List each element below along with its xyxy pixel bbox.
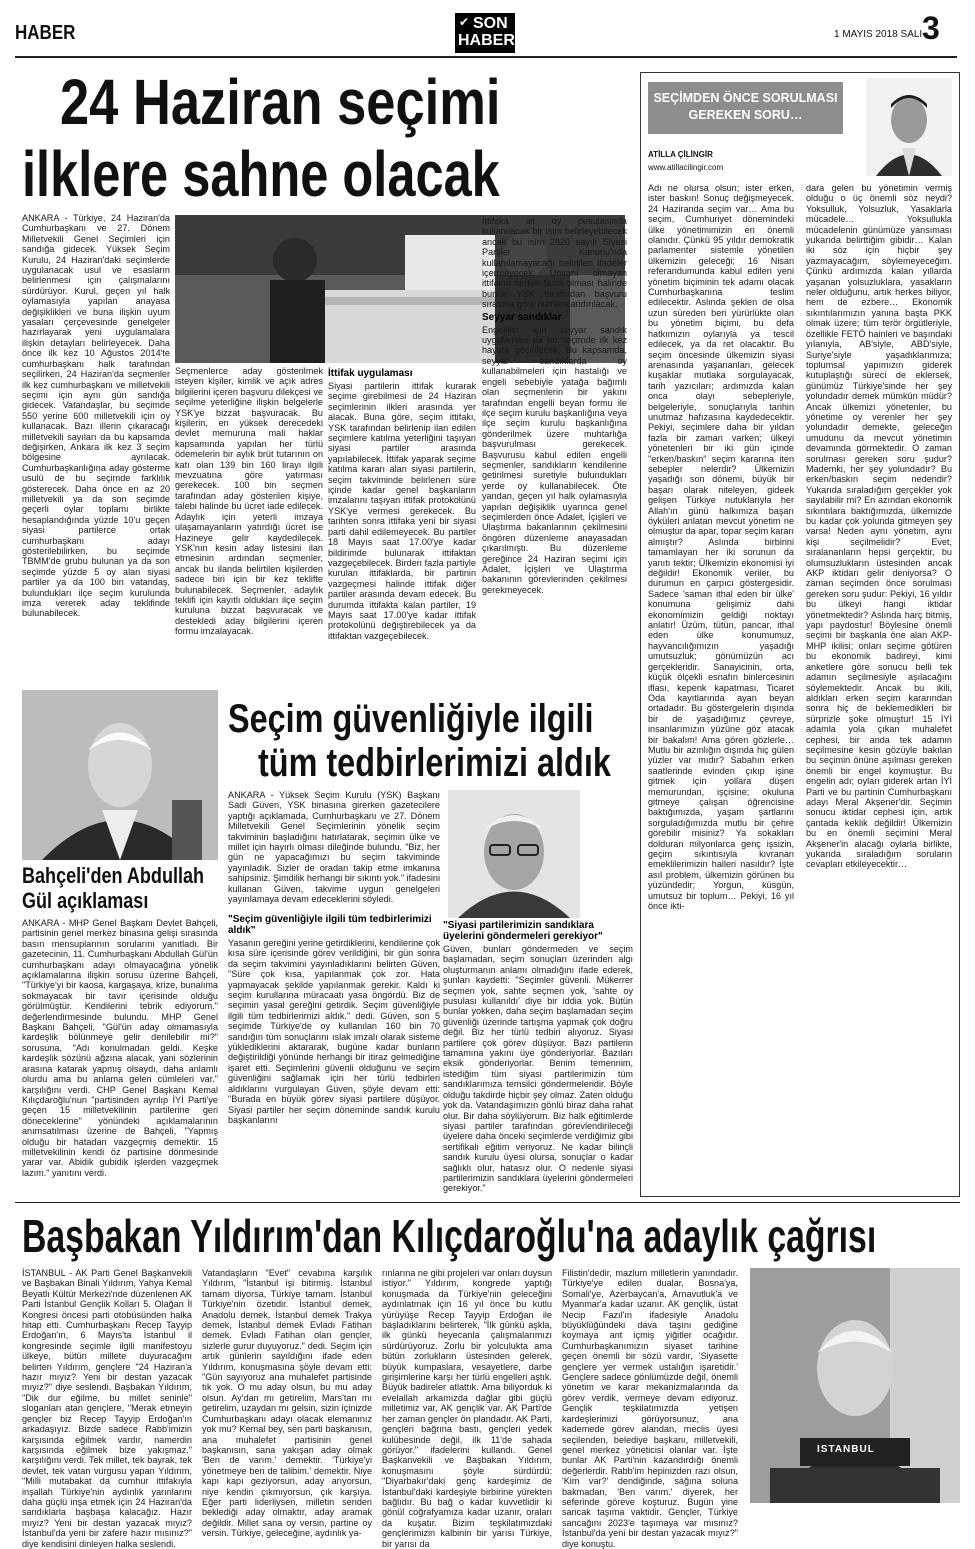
column-text-2: dara gelen bu yönetimin vermiş olduğu o üç önemli söz neydi? Yoksulluk, Yolsuzluk, Yasaklarla mücadele… Yoksullukla mücadelenin günümüze yansıması yukarıda belirttiğim gibidir… Kalan iki söz için hiçbir şey yazmayacağım, söylemeyeceğim. Çünkü ardımızda kalan yıllarda yaşanan yolsuzluklara, yasakların neler olduğunu, artık herkes biliyor, hem de ezbere… Ekonomik sıkıntılarımızın yanına başta PKK olmak üzere; tüm terör örgütleriyle, özellikle FETÖ hainleri ve başındaki yılanıyla, AB'siyle, ABD'siyle, Suriye'siyle yaşadıklarımıza; toplumsal yapımızın giderek kutuplaştığı süreci de eklersek, günümüz Türkiye'sinde her şey yolundadır demek mümkün müdür? Ancak ülkemizi yönetenler, bu yönetime oy verenler her şey yolundadır demekte, geleceğin umudunu da mevcut yönetimin devamında görmektedir. O zaman sorulması gereken soru şudur? Mademki, her şey yolundadır? Bu erken/baskın seçim nedendir? Yukarıda sıraladığım gerçekler yok sayılabilir mi? En azından ekonomik sıkıntılara baktığımızda, ülkemizde bu kadar çok yolunda gitmeyen şey varsa! Neden aynı yönetim, aynı kişi seçilmelidir? Evet, sıralananların hepsi gerçektir, bu olumsuzlukların üstesinden ancak AKP iktidarı gelir deniyorsa? O zaman seçimden önce sorulması gereken soru şudur: Pekiyi, 16 yıldır bu ülkeyi hangi iktidar yönetmektedir? Aslında harç bitmiş, yapı paydostur! Böylesine önemli seçimi bir başkanla öne alan AKP-MHP ikilisi; onları seçime götüren bu ekonomik badireyi, kimi anketlere göre sonucu belli tek adamın seçilmesiyle aşılacağını söylemektedir. Ancak bu ikili, aldıkları erken seçim kararından sonra hiç de beklemedikleri bir sürprizle şoke olmuştur! 15 İYİ adamla yola çıkan muhalefet cephesi, bir anda tek adamın seçilmesine kesin gözüyle bakılan bu seçimin önüne aşılması gereken önemli bir engel koymuştur. Bu engelin adı; oyları giderek artan İYİ Parti ve bu partinin Cumhurbaşkanı adayı Meral Akşener'dir. Seçimin sonucu iktidar cephesi için, artık çantada keklik değildir! Ülkemizin bu en önemli seçimini Meral Akşener'in alacağı oylarla birlikte, yukarıda sıraladığım soruların cevapları etkileyecektir… <box>806 183 952 870</box>
column-title-line2: GEREKEN SORU… <box>688 108 803 122</box>
story1-headline-line1: 24 Haziran seçimi <box>60 66 501 138</box>
yildirim-photo <box>750 1268 960 1503</box>
photo-banner-text: ISTANBUL <box>817 1444 875 1455</box>
story2-column-1-lead: ANKARA - Yüksek Seçim Kurulu (YSK) Başkanı Sadi Güven, YSK binasına girerken gazetecilere yaptığı açıklamada, Cumhurbaşkanı ve 27. Dönem Milletvekili Genel Seçimlerinin yönelik seçim takviminin başladığını hatırlatarak, seçimin ülke ve millet için hayırlı olması dileğinde bulundu. "Biz, her gün ne yapacağımızı bu seçim takviminde yayınladık. Sizler de oradan takip etme imkanına sahipsiniz. Şimdilik herhangi bir sıkıntı yok." ifadesini kullanan Güven, takvime uygun genelgeleri yayınlamaya devam edeceklerini söyledi. <box>228 790 440 905</box>
story1-column-4: İttifaka ait oy pusulasında kullanılacak bir isim belirleyebilecek ancak bu isim 2820 sayılı Siyasi Partiler Kanunu'nda kullanılamayacağı belirtilen ifadeler içermeyecek. Unvanı olmayan ittifakın birden fazla olması halinde bunlar YSK tarafından başvuru sırasına göre numaralandırılacak. <box>482 216 627 310</box>
bird-icon: ✔ <box>459 15 470 29</box>
columnist-url[interactable]: www.atillacilingir.com <box>648 163 724 172</box>
ysk-president-photo <box>448 790 580 918</box>
logo[interactable] <box>455 13 515 53</box>
bahceli-portrait-image <box>22 690 218 860</box>
story2-subhead-1: "Seçim güvenliğiyle ilgili tüm tedbirlerimizi aldık" <box>228 914 432 936</box>
story3-headline-line2: Gül açıklaması <box>22 888 149 913</box>
logo-bottom-text: HABER <box>458 32 515 49</box>
story1-headline-line2: ilklere sahne olacak <box>22 138 500 210</box>
story4-column-1: İSTANBUL - AK Parti Genel Başkanvekili ve Başbakan Binali Yıldırım, Yahya Kemal Beyatlı Kültür Merkezi'nde düzenlenen AK Parti İstanbul Gençlik Kolları 5. Olağan İl Kongresi öncesi parti otobüsünden halka hitap etti. Cumhurbaşkanı Recep Tayyip Erdoğan'ın, 6 Mayıs'ta İstanbul il kongresinde seçimle ilgili manifestoyu ülkeye, bütün millete duyuracağını belirten Yıldırım, gençlere "24 Haziran'a hazır mıyız? Yeni bir destan yazacak mıyız?" diye seslendi. Başbakan Yıldırım, "Dik dur eğilme, bu millet seninle" sloganları atan gençlere, "Merak etmeyin gençler biz Recep Tayyip Erdoğan'ın arkadaşıyız. Bizde sadece Rabb'imizin karşısında eğilmek vardır, namerdin karşısında eğilmek bize yakışmaz." karşılığını verdi. Tek millet, tek bayrak, tek devlet, tek vatan vurgusu yapan Yıldırım, "Milli mutabakat da cumhur ittifakıyla inşallah Türkiye'nin aydınlık yarınlarını daha güçlü inşa etmek için 24 Haziran'da sandıklarla başbaşa kalacağız. Hazır mıyız? Yeni bir destan yazacak mıyız? İstanbul'da yeni bir zafere hazır mısınız?" diye kendisini dinleyen halka seslendi. <box>22 1268 192 1549</box>
story1-column-1: ANKARA - Türkiye, 24 Haziran'da Cumhurbaşkanı ve 27. Dönem Milletvekili Genel Seçimleri için sandığa gidecek. Yüksek Seçim Kurulu, 24 Haziran'daki seçimlerde uygulanacak usul ve esasların belirlenmesi için çalışmalarını sürdürüyor. Kurul, geçen yıl halk oylamasıyla yapılan anayasa değişiklikleri ve buna ilişkin uyum yasaları çerçevesinde genelgeler hazırlayarak yeni uygulamalara ilişkin detayları belirleyecek. Daha önce ilk kez 10 Ağustos 2014'te cumhurbaşkanı halk tarafından seçilirken, 24 Haziran'da seçmenler ilk kez cumhurbaşkanı ve milletvekili seçimi için aynı gün sandığa gidecek. Vatandaşlar, bu seçimde 550 yerine 600 milletvekili için oy kullanacak. Bazı illerin çıkaracağı milletvekili sayıları da bu kapsamda değişirken, Ankara ilk kez 3 seçim bölgesine ayrılacak. Cumhurbaşkanlığına aday gösterme usulü de bu seçimde farklılık gösterecek. Daha önce en az 20 milletvekili ya da son seçimde geçerli oylar toplamı birlikte hesaplandığında yüzde 10'u geçen siyasi partilerce ortak cumhurbaşkanı adayı gösterilebilirken, bu seçimde TBMM'de grubu bulunan ya da son seçimde yüzde 5 oy alan siyasi partiler ya da 100 bin vatandaş, bulundukları ilçe seçim kurulunda imza vererek aday teklifinde bulunabilecek. <box>22 213 170 619</box>
story4-column-4: Filistin'dedir, mazlum milletlerin yanındadır. Türkiye'ye edilen dualar, Bosna'ya, Somali'ye, Azerbaycan'a, Arnavutluk'a ve Myanmar'a kadar uzanır. AK gençlik, üstat Necip Fazıl'ın ifadesiyle Anadolu büyüklüğündeki dava taşını gediğine koymaya ant içmiş yiğitler ocağıdır. Cumhurbaşkanımızın siyaset tarihine geçen önemli bir sözü vardır, 'Siyasette gençlere yer vermek ustalığın işaretidir.' Gençlere sadece gönlümüzde değil, önemli yönetim ve karar mekanizmalarında da görev verdik, vermeye devam ediyoruz. Gençlik teşkilatımızda yetişen kardeşlerimizi görüyorsunuz, ana kademede görev alandan, meclis üyesi seçilenden, belediye başkanı, milletvekili, genel merkez yöneticisi olanlar var. İşte bunlar AK Parti'nin kazandırdığı önemli değerlerdir. Rabb'im hepinizden razı olsun, 'Kim var?' dendiğinde, sağına soluna bakmadan, 'Ben varım.' diyerek, her seferinde göreve koşturuz. Bugün yine sancak taşıma vaktidir. Gençler, Türkiye sancağını 2023'e taşımaya var mısınız? İstanbul'da yeni bir destan yazacak mıyız?" diye konuştu. <box>562 1268 738 1549</box>
story2-headline-line1: Seçim güvenliğiyle ilgili <box>228 697 594 741</box>
story2-headline-line2: tüm tedbirlerimizi aldık <box>258 741 611 785</box>
story1-column-4b: Engelliler için seyyar sandık uygulaması da bu seçimde ilk kez hayata geçirilecek. Bu kapsamda, seyyar sandıklarda oy kullanabilmeleri için hastalığı ve engeli sebebiyle yatağa bağımlı olan seçmenlerin bir yakını tarafından engelli beyan formu ile ilçe seçim kurulu başkanlığına veya ilçe seçim kurulu başkanlığına gönderilmek üzere muhtarlığa başvurulması gerekecek. Başvurusu kabul edilen engelli seçmenler, sandıkların kendilerine getirilmesi suretiyle bulundukları yerde oy kullanabilecek. Öte yandan, geçen yıl halk oylamasıyla yapılan değişiklik uyarınca genel seçimlerden önce Adalet, İçişleri ve Ulaştırma bakanlarının çekilmesini öngören düzenleme anayasadan çıkarılmıştı. Bu düzenleme gereğince 24 Haziran seçimi için Adalet, İçişleri ve Ulaştırma bakanının görevlerinden çekilmesi gerekmeyecek. <box>482 324 627 595</box>
bahceli-photo <box>22 690 218 860</box>
column-title-line1: SEÇİMDEN ÖNCE SORULMASI <box>653 91 838 105</box>
columnist-name: ATİLLA ÇİLİNGİR <box>648 150 713 159</box>
page-number: 3 <box>922 10 940 46</box>
story1-column-3: Siyasi partilerin ittifak kurarak seçime girebilmesi de 24 Haziran seçimlerinin ilkleri arasında yer alacak. Buna göre, seçim ittifakı, YSK tarafından belirlenip ilan edilen seçimlere katılma yeterliğini taşıyan siyasi partiler arasında yapılabilecek. İttifak yaparak seçime katılma kararı alan siyasi partilerin, seçim takviminde belirlenen süre içinde kadar genel başkanların imzalarını taşıyan ittifak protokolünü YSK'ye vermesi gerekecek. Bu tarihten sonra ittifaka yeni bir siyasi parti dahil edilemeyecek. Bu partiler 18 Mayıs saat 17.00'ye kadar bildirimde bulunarak ittifaktan vazgeçebilecek. Birden fazla partiyle kurulan ittifaklarda, bir partinin vazgeçmesi halinde ittifak diğer partiler arasında devam edecek. Bu durumda ittifakta kalan partiler, 19 Mayıs saat 17.00'ye kadar ittifak protokolünü değiştirebilecek ya da ittifaktan vazgeçebilecek. <box>328 381 476 641</box>
story3-body: ANKARA - MHP Genel Başkanı Devlet Bahçeli, partisinin genel merkez binasına gelişi sırasında basın mensuplarının sorularını yanıtladı. Bir gazetecinin, 11. Cumhurbaşkanı Abdullah Gül'ün cumhurbaşkanı adayı olmayacağına yönelik açıklamalarına ilişkin sorusu üzerine Bahçeli, "Türkiye'yi bir kaosa, kargaşaya, krize, bunalıma sokmayacak bir tavır içerisinde olduğu görülmüştür. Kendilerini tebrik ediyorum." değerlendirmesinde bulundu. MHP Genel Başkanı Bahçeli, "Gül'ün aday olmamasıyla kardeşlik bölünmeye gelir denilebilir mi?" sorusuna, "Adı konulmadan geldi. Keşke kardeşlik sözünü ağzına alacak, yani sözlerinin arasına katarak yapmış olsaydı, daha anlamlı olurdu ama bu anlama gelen cümleleri var." karşılığını verdi. CHP Genel Başkanı Kemal Kılıçdaroğlu'nun "partisinden ayrılıp İYİ Parti'ye geçen 15 milletvekilinin partilerine geri döneceklerine" yönündeki açıklamalarının anımsatılması üzerine de Bahçeli, "Yapmış olduğu bir hatadan vazgeçmiş demektir. 15 milletvekilinin kendi öz partisine dönmesinde yarar var. Abidik gubidik işlerden vazgeçmek lazım." yanıtını verdi. <box>22 918 218 1178</box>
story1-subhead-alliance: İttifak uygulaması <box>328 368 413 379</box>
story2-column-2-body: Güven, bunları göndermeden ve seçim başlamadan, seçim sonuçları üzerinden algı oluşturmanın anlamı olmadığını ifade ederek, şunları kaydetti: "Seçimler güvenli. Mükerrer seçmen yok, sahte seçmen yok, 'sahte oy pusulası kullanıldı' diye bir iddia yok. Bütün bunlar yokken, daha seçim başlamadan seçim güvenliği üzerinde tartışma yapmak çok doğru değil. Biz her türlü tedbiri alıyoruz. Siyasi partilere çok görev düşüyor. Bazı partilerin tamamına yakını üye gönderiyorlar. Bazıları eksik gönderiyorlar. Benim temennim, istediğim tüm siyasi partilerimizin tüm sandıklarımıza temsilci göndermeleridir. Böyle olduğu takdirde hiçbir şey olmaz. Zaten olduğu yok da. Vatandaşımızın gönlü biraz daha rahat olur. Bir daha söylüyorum. Biz halk eğitimlerde siyasi partiler tarafından görevlendirileceği üyelere daha önceki seçimlerde verdiğimiz gibi sertifikalı eğitim veriyoruz. Ne kadar bilinçli sandık kurulu üyesi olursa, sonuçlar o kadar sağlıklı olur, hatasız olur. O nedenle siyasi partilerimizin sandıklara üyelerini göndermeleri gerekiyor." <box>443 944 633 1194</box>
issue-date: 1 MAYIS 2018 SALI <box>834 29 923 40</box>
ysk-president-portrait-image <box>448 790 580 918</box>
story1-subhead-mobile-box: Seyyar sandıklar <box>482 311 562 323</box>
logo-top-text: SON <box>473 15 508 32</box>
section-label: HABER <box>15 22 76 44</box>
story4-column-2: Vatandaşların "Evet" cevabına karşılık Yıldırım, "İstanbul işi bitirmiş. İstanbul tamam diyorsa, Türkiye tamam. İstanbul Türkiye'nin özetidir. İstanbul demek, Anadolu demek, İstanbul demek Trakya demek, İstanbul demek Evladı Fatihan demek. Evladı Fatihan olan gençler, sizlerle gurur duyuyoruz." dedi. Seçim için artık günlerin sayıldığını ifade eden Yıldırım, konuşmasına şöyle devam etti: "Gün sayıyoruz ana muhalefet partisinde tık yok. O mu aday olsun, bu mu aday olsun. Ay'dan mı getirelim, Mars'tan mı getirelim, uzaydan mı gelsin, sizin içinizde Cumhurbaşkanı adayı olacak elemanınız yok mu? Kemal bey, sen parti başkanısın, ana muhalefet partisinin genel başkanısın, sana yakışan aday olmak 'Ben de varım.' demektir. 'Türkiye'yi yönetmeye ben de talibim.' demektir. Niye kapı kapı geziyorsun, aday arıyorsun, niye kendin çıkmıyorsun, çık karşıya. Eğer parti liderliysen, milletin senden beklediği aday olmaktır, aday aramak değildir. Millet sana oy versin, partine oy versin. Türkiye, geleceğine, aydınlık ya- <box>202 1268 372 1539</box>
columnist-photo <box>866 78 952 176</box>
story4-top-rule <box>15 1202 960 1203</box>
column-title-banner <box>648 82 843 134</box>
story2-column-1-body: Yasanın gereğini yerine getirdiklerini, kendilerine çok kısa süre içerisinde görev verildiğini, bir gün sonra da seçim takvimini yayınladıklarını belirten Güven, "Süre çok kısa, yapılanmak çok zor. Hata yapmayacak şekilde yapılanmak gerekir. Kaldı ki seçim kurullarına müracaatı yasa öngördü. Biz de seçimin yasal gereğini getirdik. Seçim güvenliğiyle ilgili tüm tedbirlerimizi aldık." dedi. Güven, son 5 seçimde Türkiye'de oy kullanılan 160 bin 70 sandığın tüm sonuçlarını ıslak imzalı olarak sisteme yüklediklerini aktararak, bugüne kadar bunların değiştirildiği yönünde herhangi bir itiraz gelmediğine işaret etti. Seçimlerini güvenli olduğunu ve seçim güvenliğini sağlamak için her türlü tedbirleri aldıklarını vurgulayan Güven, şöyle devam etti: "Burada en büyük görev siyasi partilere düşüyor. Siyasi partiler her seçim döneminde sandık kurulu başkanlarını <box>228 938 440 1125</box>
story4-headline: Başbakan Yıldırım'dan Kılıçdaroğlu'na adaylık çağrısı <box>22 1210 877 1262</box>
story4-column-3: rınlarına ne gibi projeleri var onları duysun istiyor." Yıldırım, kongrede yaptığı konuşmada da Türkiye'nin geleceğini aydınlatmak için 16 yıl önce bu kutlu yürüyüşe Recep Tayyip Erdoğan ile başladıklarını belirterek, "İlk günkü aşkla, ilk günkü heyecanla çalışmalarımızı sürdürüyoruz. Zorlu bir yolculukta ama bütün zorlukların üstesinden gelerek, büyük kumpaslara, vesayetlere, darbe girişimlerine karşı her türlü engelleri aştık. Büyük badireler atlattık. Ama biliyorduk ki evelallah arkamızda dağlar gibi güçlü milletimiz var, AK gençlik var. AK Parti'de her zaman gençler ön plandadır. AK Parti, gençleri bağrına bastı, gençleri yedek kulübesinde değil, ilk 11'de sahada görüyor." ifadelerini kullandı. Genel Başkanvekili ve Başbakan Yıldırım, konuşmasını şöyle sürdürdü: "Diyarbakır'daki genç kardeşimiz de İstanbul'daki kardeşiyle birbirine yürekten bağlıdır. Bu bağ o kadar kuvvetlidir ki gönül coğrafyamıza kadar uzanır, oraları da kuşatır. Bizim teşkilatımızdaki gençlerimizin kalbinin bir yarısı Türkiye, bir yarısı da <box>382 1268 552 1549</box>
columnist-portrait-image <box>866 78 952 176</box>
header-rule <box>15 56 957 58</box>
story2-subhead-2: "Siyasi partilerimizin sandıklara üyelerini göndermeleri gerekiyor" <box>443 920 603 942</box>
story1-column-2: Seçmenlerce aday gösterilmek isteyen kişiler, kimlik ve açık adres bilgilerini içeren başvuru dilekçesi ve seçilme yeterliğine ilişkin belgelerle YSK'ye bizzat başvuracak. Bu kişilerin, en yüksek derecedeki devlet memuruna mali haklar kapsamında yapılan her türlü ödemelerin bir aylık brüt tutarının on katı olan 139 bin 160 lirayı ilgili mevzuatına göre yatırması gerekecek. 100 bin seçmen tarafından aday gösterilen kişiye, talebi halinde bu ücret iade edilecek. Adaylık için yeterli imzaya ulaşamayanların yatırdığı ücret ise Hazineye gelir kaydedilecek. YSK'nın kesin aday listesini ilan etmesinin ardından seçmenler, ancak bu ilanda belirtilen kişilerden sadece biri için bir kez teklifte bulunabilecek. Seçmenler, adaylık teklifi için kayıtlı oldukları ilçe seçim kuruluna bizzat başvuracak ve destekledi aday bilgilerini içeren formu imzalayacak. <box>175 366 323 637</box>
column-text-1: Adı ne olursa olsun; ister erken, ister baskın! Sonuç değişmeyecek. 24 Haziranda seçim var… Ama bu seçim, Cumhuriyet dönemindeki ülke yönetimimizin en önemli olanıdır. Çünkü 95 yıldır demokratik parlamenter sistemle yönetilen ülkemizin geleceği; 16 Nisan referandumunda kabul edilen yeni yönetim biçiminin tek adamı olacak Cumhurbaşkanına teslim edilecektir. Aslında şeklen de olsa uzun süreden beri yürürlükte olan bu yönetim biçimi, bu defa hatkımızın oylarıyla ya tescil edilecek, ya da ret olacaktır. Bu seçim öncesinde ülkemizin siyasi arenasında yaşananları, gelecek kuşaklar mutlaka sorgulayacak, tarih yazıcıları; ardımızda kalan onca olayı sebepleriyle, belgeleriyle, sonuçlarıyla tarihin unutmaz hafızasına kaydedecektir. Pekiyi, seçimlere daha bir yıldan fazla bir zaman varken; ülkeyi yönetenleri bir iki gün içinde "erken/baskın" seçim kararına iten sebepler nelerdir? Ülkemizin yaşadığı son dönemi, büyük bir başarı olarak niteleyen, gideek gelişen Türkiye nutuklarıyla her Allah'ın günü halkımıza başarı öyküleri anlatan mevcut yönetim ne olmuştur da apar, topar seçim kararı almıştır? Aslında birbirini tamamlayan her iki sorunun da yanıtı tektir; Ülkemizin ekonomisi iyi değildir! Ekonomik veriler, bu durumun en çarpıcı göstergesidir. Sadece 'saman ithal eden bir ülke' konumuna gelişimiz dahi ekonomimizin geldiği noktayı anlatır! Üzüm, tütün, pancar, ithal eden ülke konumumuz, hayvancılığımızın yaşadığı umutsuzluk; gönümüzün acı gerçekleridir. Sanayicinin, orta, küçük ölçekli esnafın binlercesinin iflası, kepenk kapatması, Ticaret Oda kayıtlarında ayan beyan ortadadır. Bu göstergelerin dışında bir de yaşadığımız çevreye, insanlarımızın yüzüne göz atacak bir bakalım! Ama gören gözlerle… Mutlu bir azınlığın dışında hiç gülen yüzler var mıdır? Sabahın erken saatlerinde evinden çıkıp işine gitmek için yollara düşen memurundan, işçisine; okuluna gitmeye çalışan öğrencisine baktığımızda, yaşam şartlarını sorguladığımızda mutlu bir çehre görebilir misiniz? Ya sokakları dolduran milyonlarca genç işsizin, geçim sıkıntısıyla kıvranan emeklilerimizin halleri nasıldır? İşte asıl problem, ülkemizin görünen bu yüzündedir; Yorgun, küsgün, umutsuz bir toplum… Pekiyi, 16 yıl önce ikti- <box>648 183 794 912</box>
yildirim-portrait-image <box>750 1268 960 1503</box>
story3-headline-line1: Bahçeli'den Abdullah <box>22 863 205 888</box>
